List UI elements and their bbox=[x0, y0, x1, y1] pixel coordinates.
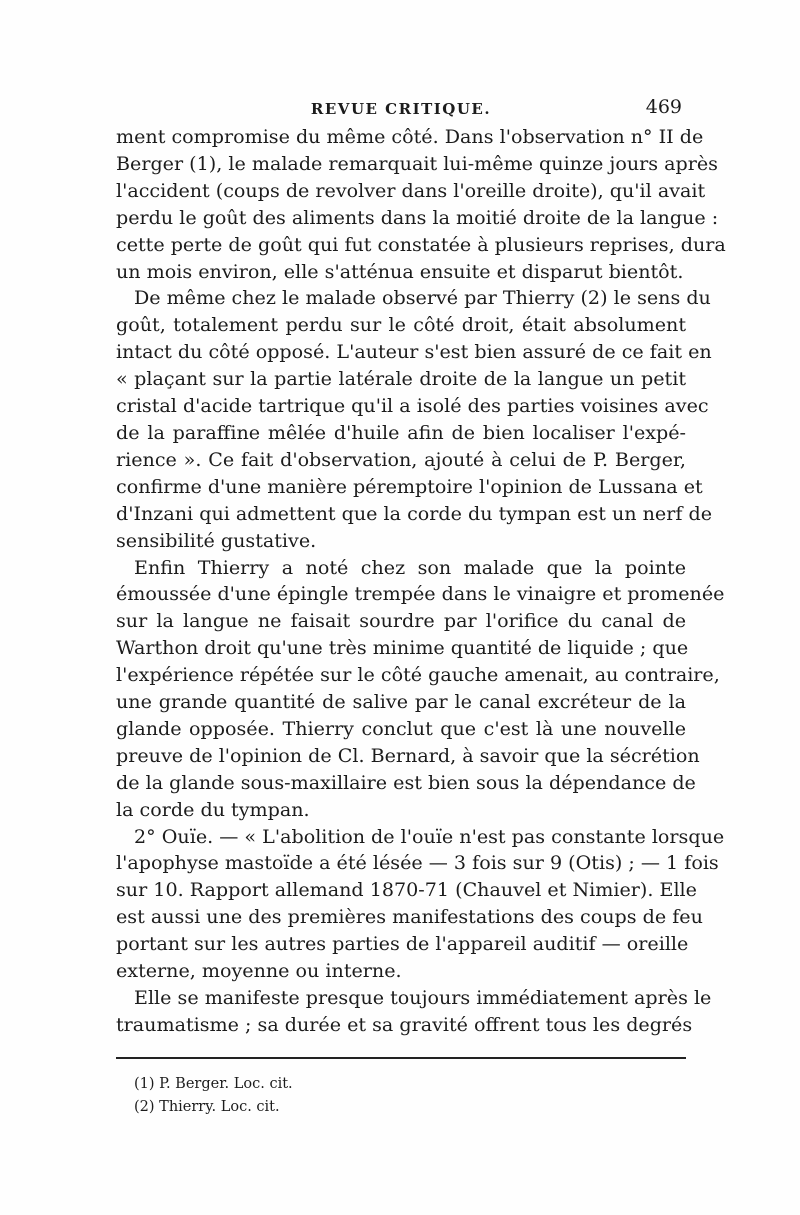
text-line: émoussée d'une épingle trempée dans le vinaigre et promenée bbox=[116, 582, 725, 606]
text-line: d'Inzani qui admettent que la corde du tympan est un nerf de bbox=[116, 501, 712, 525]
text-line: confirme d'une manière péremptoire l'opinion de Lussana et bbox=[116, 474, 703, 498]
text-line: un mois environ, elle s'atténua ensuite et disparut bientôt. bbox=[116, 259, 684, 283]
text-line: intact du côté opposé. L'auteur s'est bien assuré de ce fait en bbox=[116, 340, 712, 364]
text-line: l'expérience répétée sur le côté gauche amenait, au contraire, bbox=[116, 663, 720, 687]
text-line: la corde du tympan. bbox=[116, 797, 310, 821]
text-line: de la paraffine mêlée d'huile afin de bien localiser l'expé- bbox=[116, 420, 686, 444]
text-line: Enfin Thierry a noté chez son malade que la pointe bbox=[134, 555, 686, 579]
text-line: 2° Ouïe. — « L'abolition de l'ouïe n'est pas constante lorsque bbox=[134, 824, 725, 848]
footnote-2: (2) Thierry. Loc. cit. bbox=[134, 1099, 280, 1115]
footnotes bbox=[134, 1073, 293, 1119]
text-line: traumatisme ; sa durée et sa gravité offrent tous les degrés bbox=[116, 1012, 693, 1036]
text-line: sur la langue ne faisait sourdre par l'orifice du canal de bbox=[116, 609, 686, 633]
footnote-rule bbox=[116, 1057, 686, 1059]
body-text bbox=[116, 124, 726, 1039]
footnote-1: (1) P. Berger. Loc. cit. bbox=[134, 1076, 293, 1092]
page-header bbox=[116, 96, 686, 124]
text-line: glande opposée. Thierry conclut que c'est là une nouvelle bbox=[116, 716, 686, 740]
text-line: externe, moyenne ou interne. bbox=[116, 959, 402, 983]
text-line: rience ». Ce fait d'observation, ajouté à celui de P. Berger, bbox=[116, 447, 686, 471]
text-line: De même chez le malade observé par Thierry (2) le sens du bbox=[134, 286, 711, 310]
text-line: goût, totalement perdu sur le côté droit, était absolument bbox=[116, 313, 686, 337]
text-line: cristal d'acide tartrique qu'il a isolé des parties voisines avec bbox=[116, 394, 709, 418]
text-line: « plaçant sur la partie latérale droite de la langue un petit bbox=[116, 367, 686, 391]
text-line: sur 10. Rapport allemand 1870-71 (Chauvel et Nimier). Elle bbox=[116, 878, 697, 902]
text-line: perdu le goût des aliments dans la moitié droite de la langue : bbox=[116, 205, 719, 229]
text-line: sensibilité gustative. bbox=[116, 528, 317, 552]
text-line: Berger (1), le malade remarquait lui-même quinze jours après bbox=[116, 151, 718, 175]
text-line: une grande quantité de salive par le canal excréteur de la bbox=[116, 690, 686, 714]
text-line: de la glande sous-maxillaire est bien sous la dépendance de bbox=[116, 770, 696, 794]
text-line: est aussi une des premières manifestations des coups de feu bbox=[116, 905, 703, 929]
text-line: portant sur les autres parties de l'appareil auditif — oreille bbox=[116, 932, 689, 956]
page-number: 469 bbox=[645, 96, 682, 118]
text-line: ment compromise du même côté. Dans l'observation n° II de bbox=[116, 125, 704, 148]
text-line: preuve de l'opinion de Cl. Bernard, à savoir que la sécrétion bbox=[116, 743, 700, 767]
text-line: l'accident (coups de revolver dans l'oreille droite), qu'il avait bbox=[116, 178, 706, 202]
text-line: cette perte de goût qui fut constatée à plusieurs reprises, dura bbox=[116, 232, 726, 256]
text-line: l'apophyse mastoïde a été lésée — 3 fois sur 9 (Otis) ; — 1 fois bbox=[116, 851, 719, 875]
text-line: Warthon droit qu'une très minime quantité de liquide ; que bbox=[116, 636, 689, 660]
running-title: REVUE CRITIQUE. bbox=[310, 100, 492, 118]
text-line: Elle se manifeste presque toujours immédiatement après le bbox=[134, 986, 712, 1009]
